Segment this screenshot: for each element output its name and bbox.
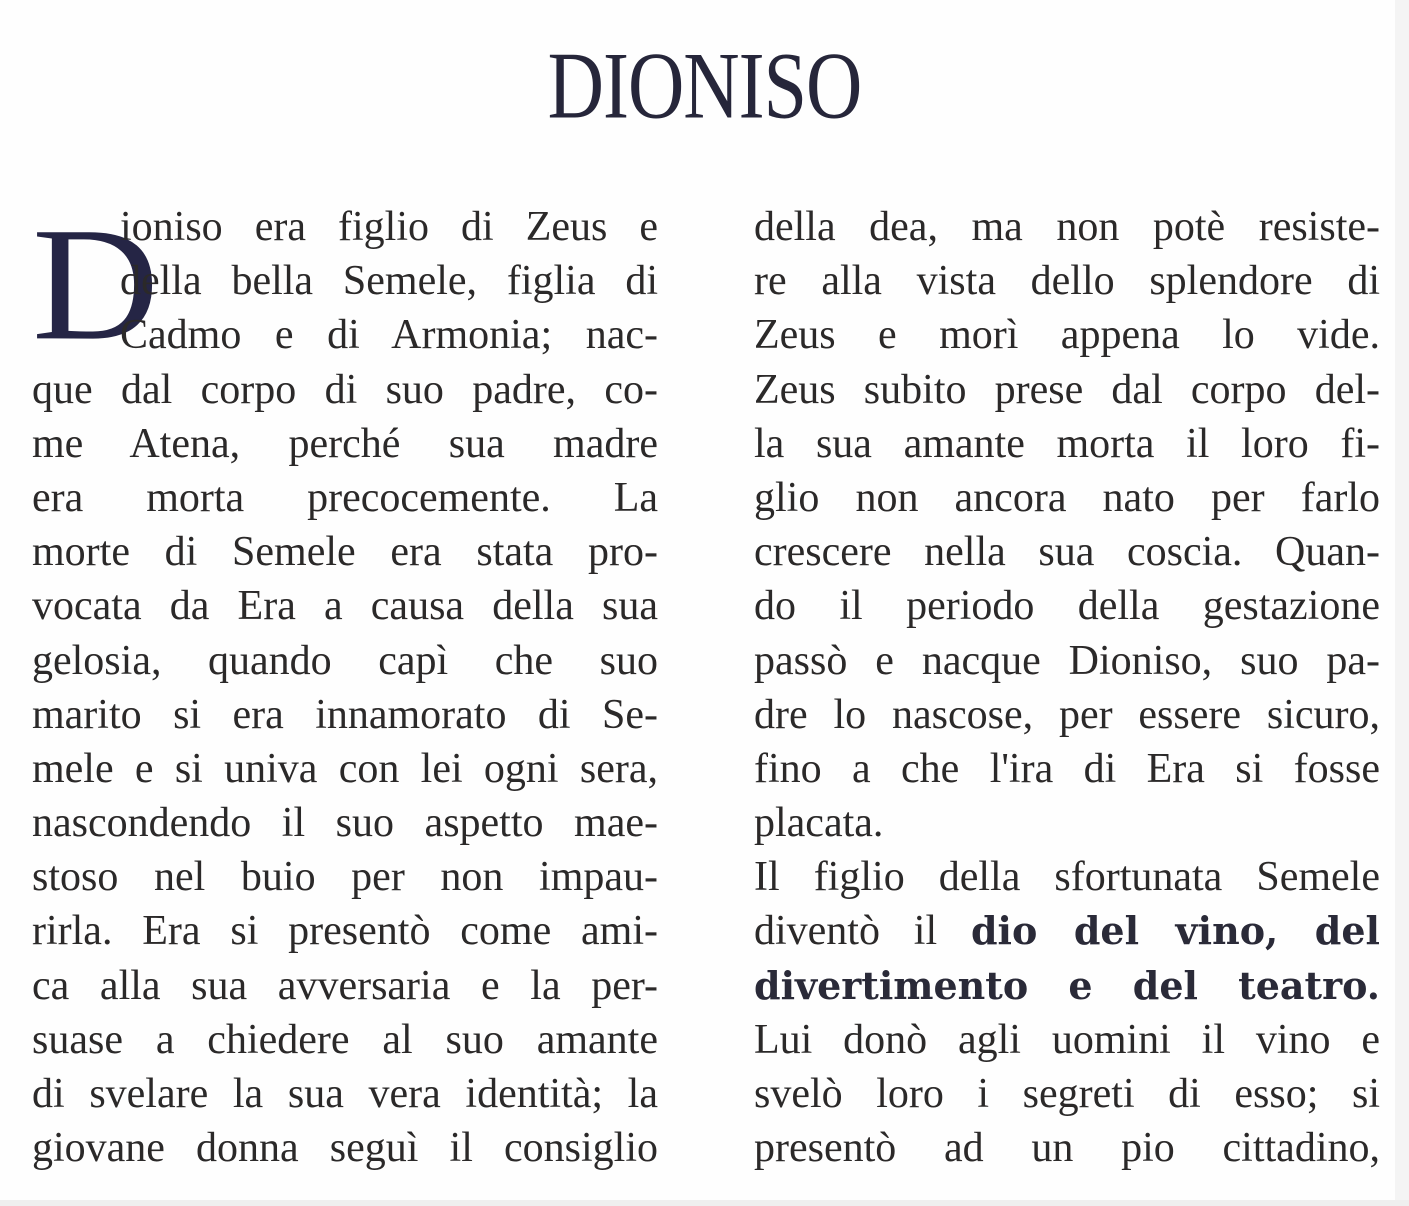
- page-edge-bottom: [0, 1200, 1409, 1206]
- text-line: della bella Semele, figlia di: [120, 258, 658, 305]
- text-line: suase a chiedere al suo amante: [32, 1016, 658, 1063]
- text-line: era morta precocemente. La: [32, 474, 658, 521]
- text-line: nascondendo il suo aspetto mae-: [32, 800, 658, 847]
- text-line: que dal corpo di suo padre, co-: [32, 366, 658, 413]
- text-line: morte di Semele era stata pro-: [32, 529, 658, 576]
- text-line: marito si era innamorato di Se-: [32, 691, 658, 738]
- text-line: placata.: [754, 800, 884, 847]
- text-line: do il periodo della gestazione: [754, 583, 1380, 630]
- right-column: [754, 200, 1380, 1175]
- text-line: passò e nacque Dioniso, suo pa-: [754, 637, 1380, 684]
- text-line: Zeus e morì appena lo vide.: [754, 312, 1380, 359]
- text-line: Il figlio della sfortunata Semele: [754, 854, 1380, 901]
- text-line: stoso nel buio per non impau-: [32, 854, 658, 901]
- text-line: dre lo nascose, per essere sicuro,: [754, 691, 1380, 738]
- bold-text: divertimento e del teatro.: [754, 962, 1380, 1008]
- text-line: me Atena, perché sua madre: [32, 420, 658, 467]
- text-line: la sua amante morta il loro fi-: [754, 420, 1380, 467]
- text-line: [754, 904, 1380, 958]
- text-line: presentò ad un pio cittadino,: [754, 1125, 1380, 1172]
- bold-text: dio del vino, del: [970, 908, 1380, 954]
- text-run: diventò il: [754, 908, 971, 955]
- text-line: svelò loro i segreti di esso; si: [754, 1071, 1380, 1117]
- text-line: gelosia, quando capì che suo: [32, 637, 658, 684]
- text-line: vocata da Era a causa della sua: [32, 583, 658, 630]
- page-edge-right: [1395, 0, 1409, 1206]
- text-line: giovane donna seguì il consiglio: [32, 1125, 658, 1172]
- text-line: di svelare la sua vera identità; la: [32, 1071, 658, 1117]
- text-line: re alla vista dello splendore di: [754, 258, 1380, 305]
- text-line: mele e si univa con lei ogni sera,: [32, 745, 658, 792]
- text-line: crescere nella sua coscia. Quan-: [754, 529, 1380, 576]
- page-title: DIONISO: [547, 31, 862, 139]
- left-column: [32, 194, 658, 1175]
- text-line: Zeus subito prese dal corpo del-: [754, 366, 1380, 413]
- text-line: glio non ancora nato per farlo: [754, 474, 1380, 521]
- text-line: ioniso era figlio di Zeus e: [120, 204, 658, 250]
- text-line: Lui donò agli uomini il vino e: [754, 1016, 1380, 1063]
- text-line: fino a che l'ira di Era si fosse: [754, 745, 1380, 792]
- drop-cap: D: [32, 194, 160, 375]
- text-line: della dea, ma non potè resiste-: [754, 204, 1380, 250]
- text-line: rirla. Era si presentò come ami-: [32, 908, 658, 955]
- text-line: Cadmo e di Armonia; nac-: [120, 312, 658, 359]
- text-line: ca alla sua avversaria e la per-: [32, 962, 658, 1009]
- text-line: [754, 959, 1380, 1013]
